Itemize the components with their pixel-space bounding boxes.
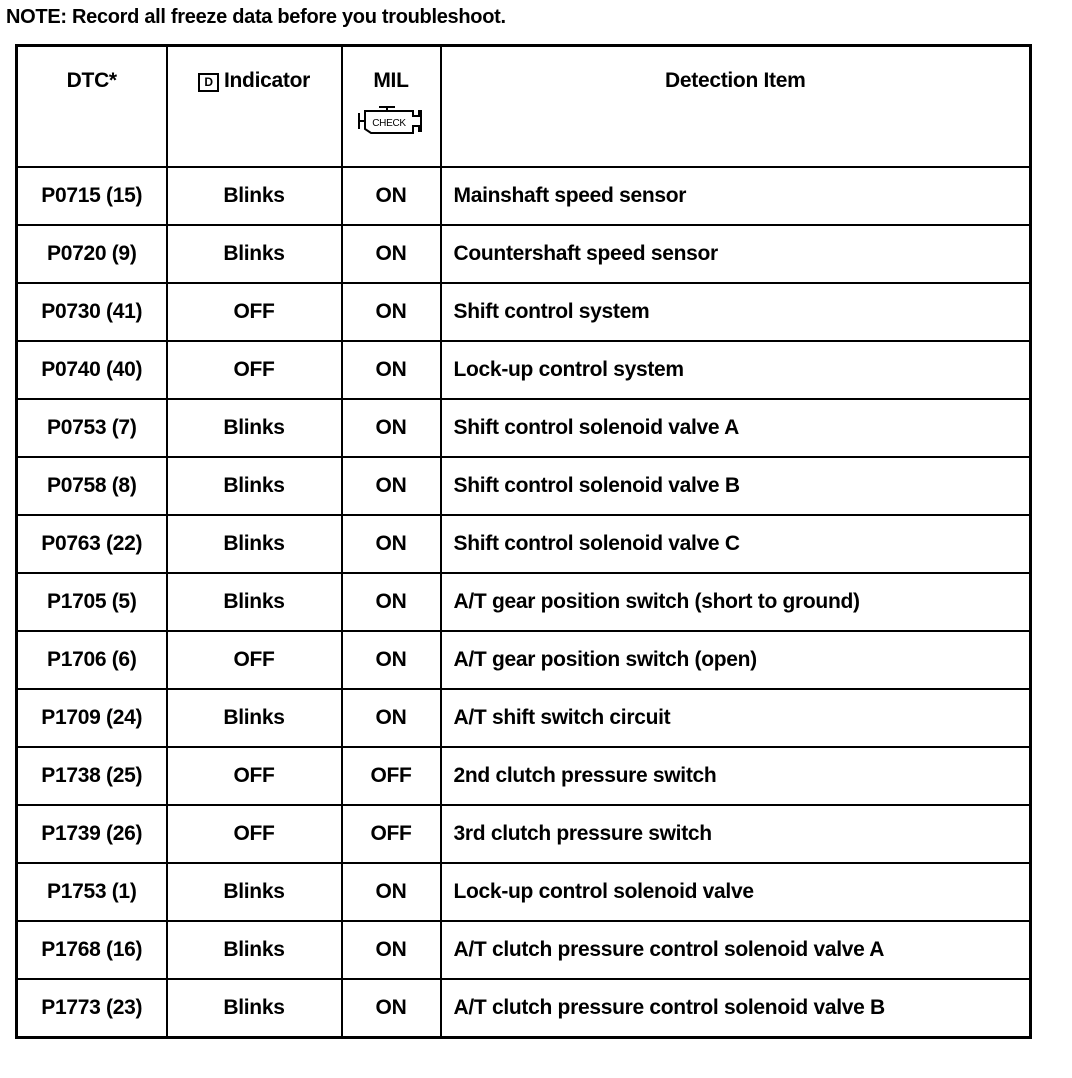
check-engine-icon-label: CHECK	[372, 118, 406, 129]
table-row	[17, 225, 1031, 283]
indicator-cell: OFF	[167, 283, 342, 341]
dtc-code-cell: P1768 (16)	[17, 921, 167, 979]
table-row	[17, 283, 1031, 341]
detection-item-cell: Shift control solenoid valve A	[441, 399, 1031, 457]
mil-cell: ON	[342, 399, 441, 457]
table-row	[17, 457, 1031, 515]
table-row	[17, 863, 1031, 921]
mil-cell: ON	[342, 979, 441, 1038]
header-row	[17, 46, 1031, 167]
mil-cell: ON	[342, 167, 441, 225]
table-row	[17, 805, 1031, 863]
dtc-code-cell: P0715 (15)	[17, 167, 167, 225]
header-detection-item: Detection Item	[441, 46, 1031, 167]
table-row	[17, 631, 1031, 689]
mil-cell: OFF	[342, 747, 441, 805]
mil-cell: ON	[342, 921, 441, 979]
detection-item-cell: 2nd clutch pressure switch	[441, 747, 1031, 805]
dtc-code-cell: P1753 (1)	[17, 863, 167, 921]
table-row	[17, 341, 1031, 399]
indicator-cell: Blinks	[167, 399, 342, 457]
table-row	[17, 399, 1031, 457]
detection-item-cell: Lock-up control system	[441, 341, 1031, 399]
table-row	[17, 921, 1031, 979]
detection-item-cell: Countershaft speed sensor	[441, 225, 1031, 283]
detection-item-cell: Shift control solenoid valve C	[441, 515, 1031, 573]
detection-item-cell: 3rd clutch pressure switch	[441, 805, 1031, 863]
note-text: NOTE: Record all freeze data before you troubleshoot.	[6, 6, 506, 28]
header-indicator	[167, 46, 342, 167]
table-row	[17, 747, 1031, 805]
dtc-code-cell: P0730 (41)	[17, 283, 167, 341]
mil-cell: ON	[342, 457, 441, 515]
table-row	[17, 167, 1031, 225]
dtc-code-cell: P0758 (8)	[17, 457, 167, 515]
indicator-cell: Blinks	[167, 921, 342, 979]
header-mil-label: MIL	[373, 69, 409, 92]
detection-item-cell: A/T gear position switch (open)	[441, 631, 1031, 689]
mil-cell: ON	[342, 515, 441, 573]
mil-cell: ON	[342, 573, 441, 631]
detection-item-cell: Shift control solenoid valve B	[441, 457, 1031, 515]
detection-item-cell: A/T gear position switch (short to ground)	[441, 573, 1031, 631]
check-engine-icon	[355, 103, 427, 137]
detection-item-cell: Shift control system	[441, 283, 1031, 341]
dtc-code-cell: P1739 (26)	[17, 805, 167, 863]
indicator-cell: Blinks	[167, 863, 342, 921]
dtc-code-cell: P1705 (5)	[17, 573, 167, 631]
table-row	[17, 979, 1031, 1038]
indicator-cell: Blinks	[167, 457, 342, 515]
indicator-cell: Blinks	[167, 689, 342, 747]
mil-cell: ON	[342, 341, 441, 399]
mil-cell: ON	[342, 225, 441, 283]
indicator-cell: OFF	[167, 341, 342, 399]
mil-cell: ON	[342, 283, 441, 341]
indicator-cell: Blinks	[167, 979, 342, 1038]
detection-item-cell: A/T clutch pressure control solenoid valve B	[441, 979, 1031, 1038]
dtc-code-cell: P0720 (9)	[17, 225, 167, 283]
header-mil	[342, 46, 441, 167]
dtc-code-cell: P1738 (25)	[17, 747, 167, 805]
indicator-cell: OFF	[167, 805, 342, 863]
indicator-cell: OFF	[167, 631, 342, 689]
indicator-cell: Blinks	[167, 515, 342, 573]
dtc-code-cell: P1706 (6)	[17, 631, 167, 689]
table-row	[17, 573, 1031, 631]
detection-item-cell: A/T clutch pressure control solenoid valve A	[441, 921, 1031, 979]
dtc-code-cell: P1709 (24)	[17, 689, 167, 747]
dtc-code-cell: P0740 (40)	[17, 341, 167, 399]
mil-cell: ON	[342, 631, 441, 689]
mil-cell: OFF	[342, 805, 441, 863]
indicator-cell: OFF	[167, 747, 342, 805]
mil-cell: ON	[342, 863, 441, 921]
detection-item-cell: Lock-up control solenoid valve	[441, 863, 1031, 921]
header-indicator-label: Indicator	[224, 69, 310, 92]
detection-item-cell: A/T shift switch circuit	[441, 689, 1031, 747]
dtc-code-cell: P1773 (23)	[17, 979, 167, 1038]
indicator-cell: Blinks	[167, 167, 342, 225]
dtc-table	[15, 44, 1032, 1039]
mil-cell: ON	[342, 689, 441, 747]
table-row	[17, 689, 1031, 747]
dtc-code-cell: P0763 (22)	[17, 515, 167, 573]
header-dtc: DTC*	[17, 46, 167, 167]
detection-item-cell: Mainshaft speed sensor	[441, 167, 1031, 225]
dtc-code-cell: P0753 (7)	[17, 399, 167, 457]
table-row	[17, 515, 1031, 573]
indicator-cell: Blinks	[167, 225, 342, 283]
indicator-cell: Blinks	[167, 573, 342, 631]
d4-indicator-icon: D	[198, 73, 219, 92]
